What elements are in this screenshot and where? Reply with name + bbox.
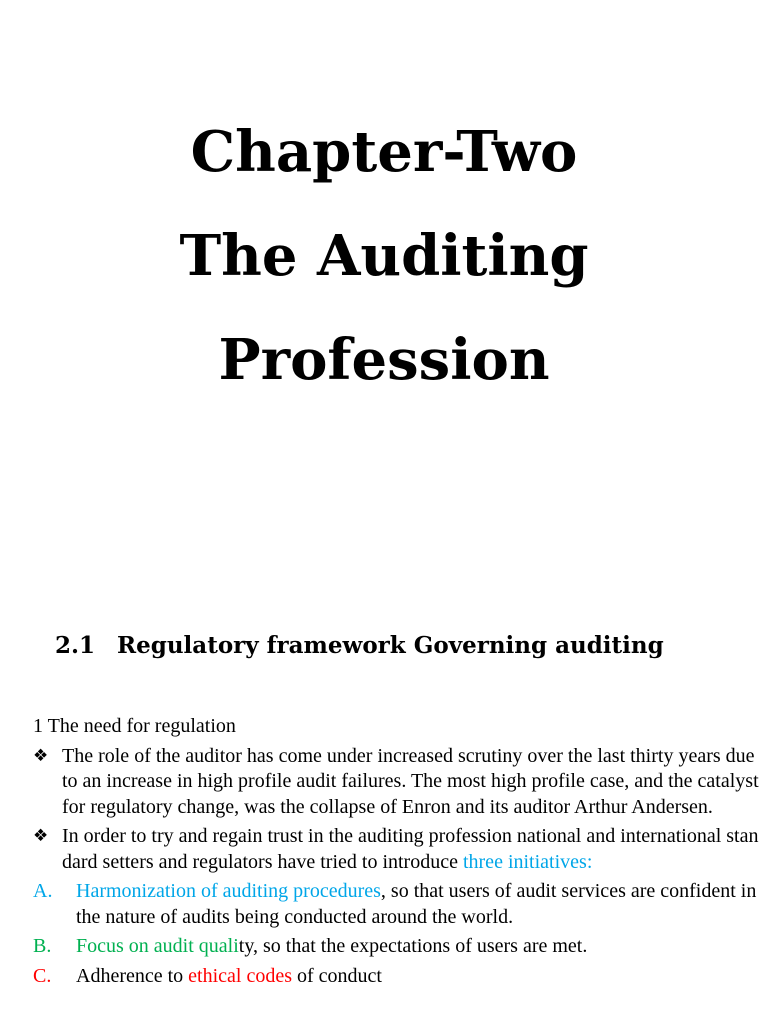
section-title: Regulatory framework Governing auditing — [117, 632, 664, 659]
initiative-letter: B. — [33, 935, 52, 957]
bullet-text-highlight: three initiatives: — [462, 850, 593, 873]
initiative-item — [33, 964, 763, 990]
bullet-diamond-icon: ❖ — [33, 745, 49, 766]
initiative-highlight: Focus on audit quali — [76, 935, 239, 957]
subsection-heading: 1 The need for regulation — [33, 715, 236, 737]
initiative-text — [76, 964, 763, 990]
bullet-text-plain: In order to try and regain trust in the auditing profession national and international standard setters and regulators have tried to introduce — [62, 825, 759, 873]
chapter-title — [0, 100, 768, 412]
bullet-item — [33, 824, 763, 875]
initiative-text — [76, 879, 763, 930]
section-number: 2.1 — [55, 632, 96, 659]
initiative-lead: Adherence to — [76, 964, 189, 987]
initiative-item — [33, 934, 763, 960]
initiative-item — [33, 879, 763, 930]
initiative-letter: C. — [33, 964, 52, 987]
initiative-highlight: Harmonization of auditing procedures — [76, 880, 381, 902]
bullet-text — [62, 824, 763, 875]
chapter-title-line-2: The Auditing — [179, 223, 589, 289]
initiative-rest: ty, so that the expectations of users are met. — [238, 935, 588, 957]
initiative-letter: A. — [33, 880, 53, 902]
initiative-rest: , so that users of audit services are confident in the nature of audits being conducted around the world. — [76, 880, 757, 928]
initiative-highlight: ethical codes — [188, 964, 293, 987]
bullet-text: The role of the auditor has come under increased scrutiny over the last thirty years due to an increase in high profile audit failures. The most high profile case, and the catalyst for regulatory change, was the collapse of Enron and its auditor Arthur Andersen. — [62, 744, 759, 818]
section-heading — [55, 628, 664, 664]
body-text — [33, 714, 763, 993]
bullet-diamond-icon: ❖ — [33, 826, 49, 846]
initiative-rest: of conduct — [292, 964, 382, 987]
initiative-text — [76, 934, 763, 960]
chapter-title-line-1: Chapter-Two — [190, 119, 578, 185]
bullet-item — [33, 744, 763, 821]
chapter-title-line-3: Profession — [218, 327, 550, 393]
